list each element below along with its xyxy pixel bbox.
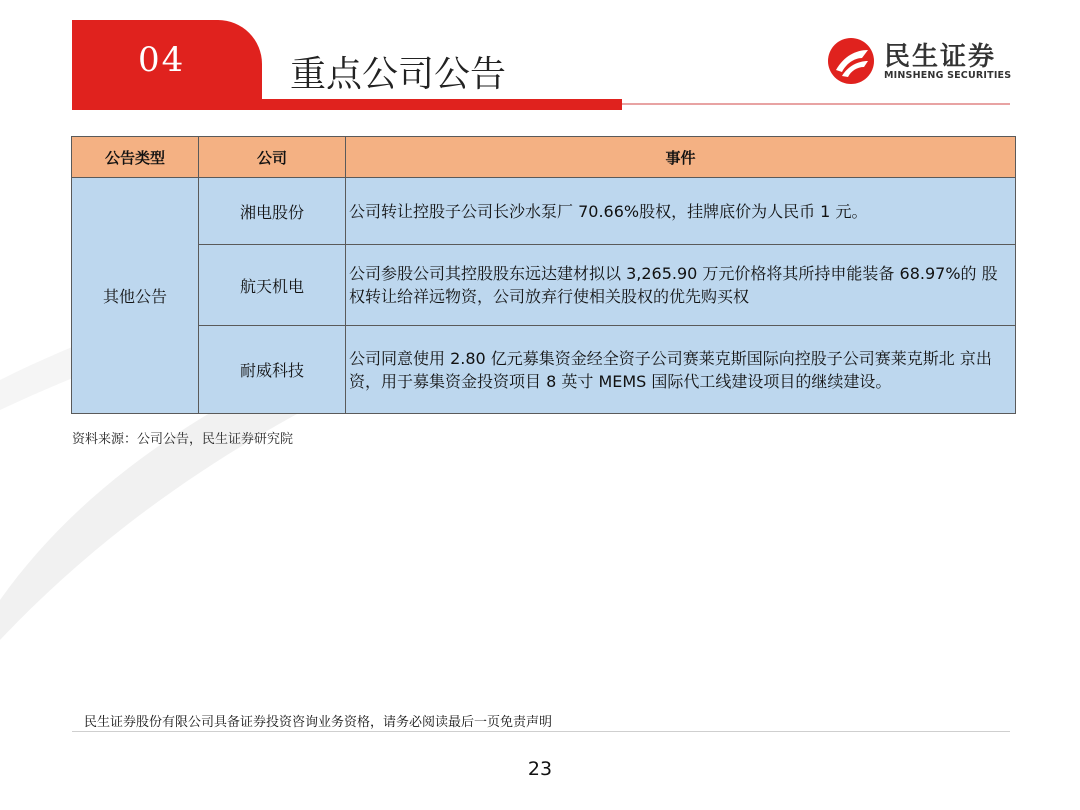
- section-tab: [72, 20, 262, 100]
- table-row: [72, 326, 1016, 414]
- minsheng-logo: [826, 36, 1026, 86]
- footer-divider: [72, 731, 1010, 732]
- logo-mark-icon: [826, 36, 876, 86]
- company-cell: 湘电股份: [199, 178, 346, 245]
- event-cell: 公司转让控股子公司长沙水泵厂 70.66%股权，挂牌底价为人民币 1 元。: [346, 178, 1016, 245]
- column-header-company: 公司: [199, 137, 346, 178]
- disclaimer-text: 民生证券股份有限公司具备证券投资咨询业务资格，请务必阅读最后一页免责声明: [84, 715, 553, 730]
- column-header-type: 公告类型: [72, 137, 199, 178]
- page-title: 重点公司公告: [290, 54, 507, 95]
- logo-name: 民生证券: [884, 42, 997, 72]
- column-header-event: 事件: [346, 137, 1016, 178]
- company-cell: 航天机电: [199, 245, 346, 326]
- announcement-type-cell: 其他公告: [72, 178, 199, 414]
- title-underline-thin: [622, 103, 1010, 105]
- table-row: [72, 245, 1016, 326]
- logo-english-name: MINSHENG SECURITIES: [884, 70, 1012, 81]
- event-cell: 公司同意使用 2.80 亿元募集资金经全资子公司赛莱克斯国际向控股子公司赛莱克斯北 京出资，用于募集资金投资项目 8 英寸 MEMS 国际代工线建设项目的继续建设。: [346, 326, 1016, 414]
- section-number: 04: [138, 40, 186, 80]
- announcement-table: [71, 136, 1016, 414]
- table-header-row: [72, 137, 1016, 178]
- company-cell: 耐威科技: [199, 326, 346, 414]
- table-row: [72, 178, 1016, 245]
- title-underline-bar: [72, 99, 622, 110]
- source-note: 资料来源：公司公告，民生证券研究院: [72, 432, 294, 447]
- page-number: 23: [527, 758, 553, 780]
- event-cell: 公司参股公司其控股股东远达建材拟以 3,265.90 万元价格将其所持申能装备 68.97%的 股权转让给祥远物资，公司放弃行使相关股权的优先购买权: [346, 245, 1016, 326]
